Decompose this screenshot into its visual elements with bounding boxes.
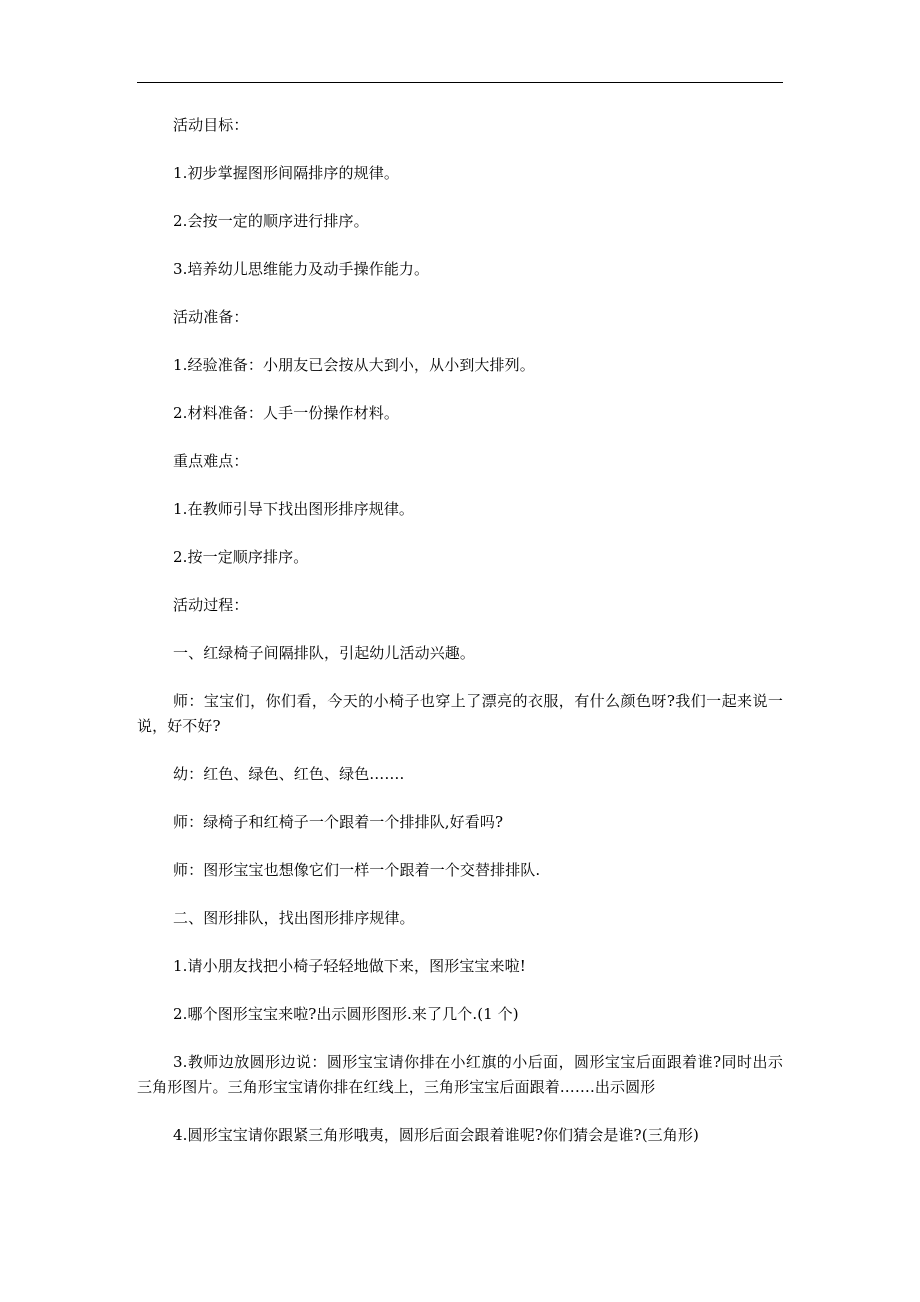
paragraph-preparation-1: 1.经验准备：小朋友已会按从大到小，从小到大排列。 xyxy=(173,356,535,374)
paragraph-goal-1: 1.初步掌握图形间隔排序的规律。 xyxy=(173,164,399,182)
paragraph-teacher-3: 师：图形宝宝也想像它们一样一个跟着一个交替排排队. xyxy=(173,861,541,879)
paragraph-goal-3: 3.培养幼儿思维能力及动手操作能力。 xyxy=(173,260,430,278)
paragraph-step-3: 3.教师边放圆形边说：圆形宝宝请你排在小红旗的小后面，圆形宝宝后面跟着谁?同时出示三角形图片。三角形宝宝请你排在红线上，三角形宝宝后面跟着…….出示圆形 xyxy=(137,1053,783,1096)
paragraph-process-section-2: 二、图形排队，找出图形排序规律。 xyxy=(173,909,415,927)
paragraph-preparation-2: 2.材料准备：人手一份操作材料。 xyxy=(173,404,399,422)
paragraph-process-section-1: 一、红绿椅子间隔排队，引起幼儿活动兴趣。 xyxy=(173,644,476,662)
paragraph-difficulty-2: 2.按一定顺序排序。 xyxy=(173,548,309,566)
paragraph-teacher-1: 师：宝宝们，你们看，今天的小椅子也穿上了漂亮的衣服，有什么颜色呀?我们一起来说一说，好不好? xyxy=(137,692,783,735)
paragraph-child-1: 幼：红色、绿色、红色、绿色……. xyxy=(173,765,405,783)
header-rule xyxy=(137,82,783,83)
paragraph-teacher-2: 师：绿椅子和红椅子一个跟着一个排排队,好看吗? xyxy=(173,813,504,831)
heading-activity-process: 活动过程： xyxy=(173,596,249,614)
paragraph-step-1: 1.请小朋友找把小椅子轻轻地做下来，图形宝宝来啦! xyxy=(173,957,526,975)
heading-activity-preparation: 活动准备： xyxy=(173,308,249,326)
paragraph-goal-2: 2.会按一定的顺序进行排序。 xyxy=(173,212,369,230)
heading-activity-goals: 活动目标： xyxy=(173,116,249,134)
heading-key-difficulties: 重点难点： xyxy=(173,452,249,470)
paragraph-step-4: 4.圆形宝宝请你跟紧三角形哦夷，圆形后面会跟着谁呢?你们猜会是谁?(三角形) xyxy=(173,1126,699,1144)
paragraph-difficulty-1: 1.在教师引导下找出图形排序规律。 xyxy=(173,500,415,518)
paragraph-step-2: 2.哪个图形宝宝来啦?出示圆形图形.来了几个.(1 个) xyxy=(173,1005,519,1023)
